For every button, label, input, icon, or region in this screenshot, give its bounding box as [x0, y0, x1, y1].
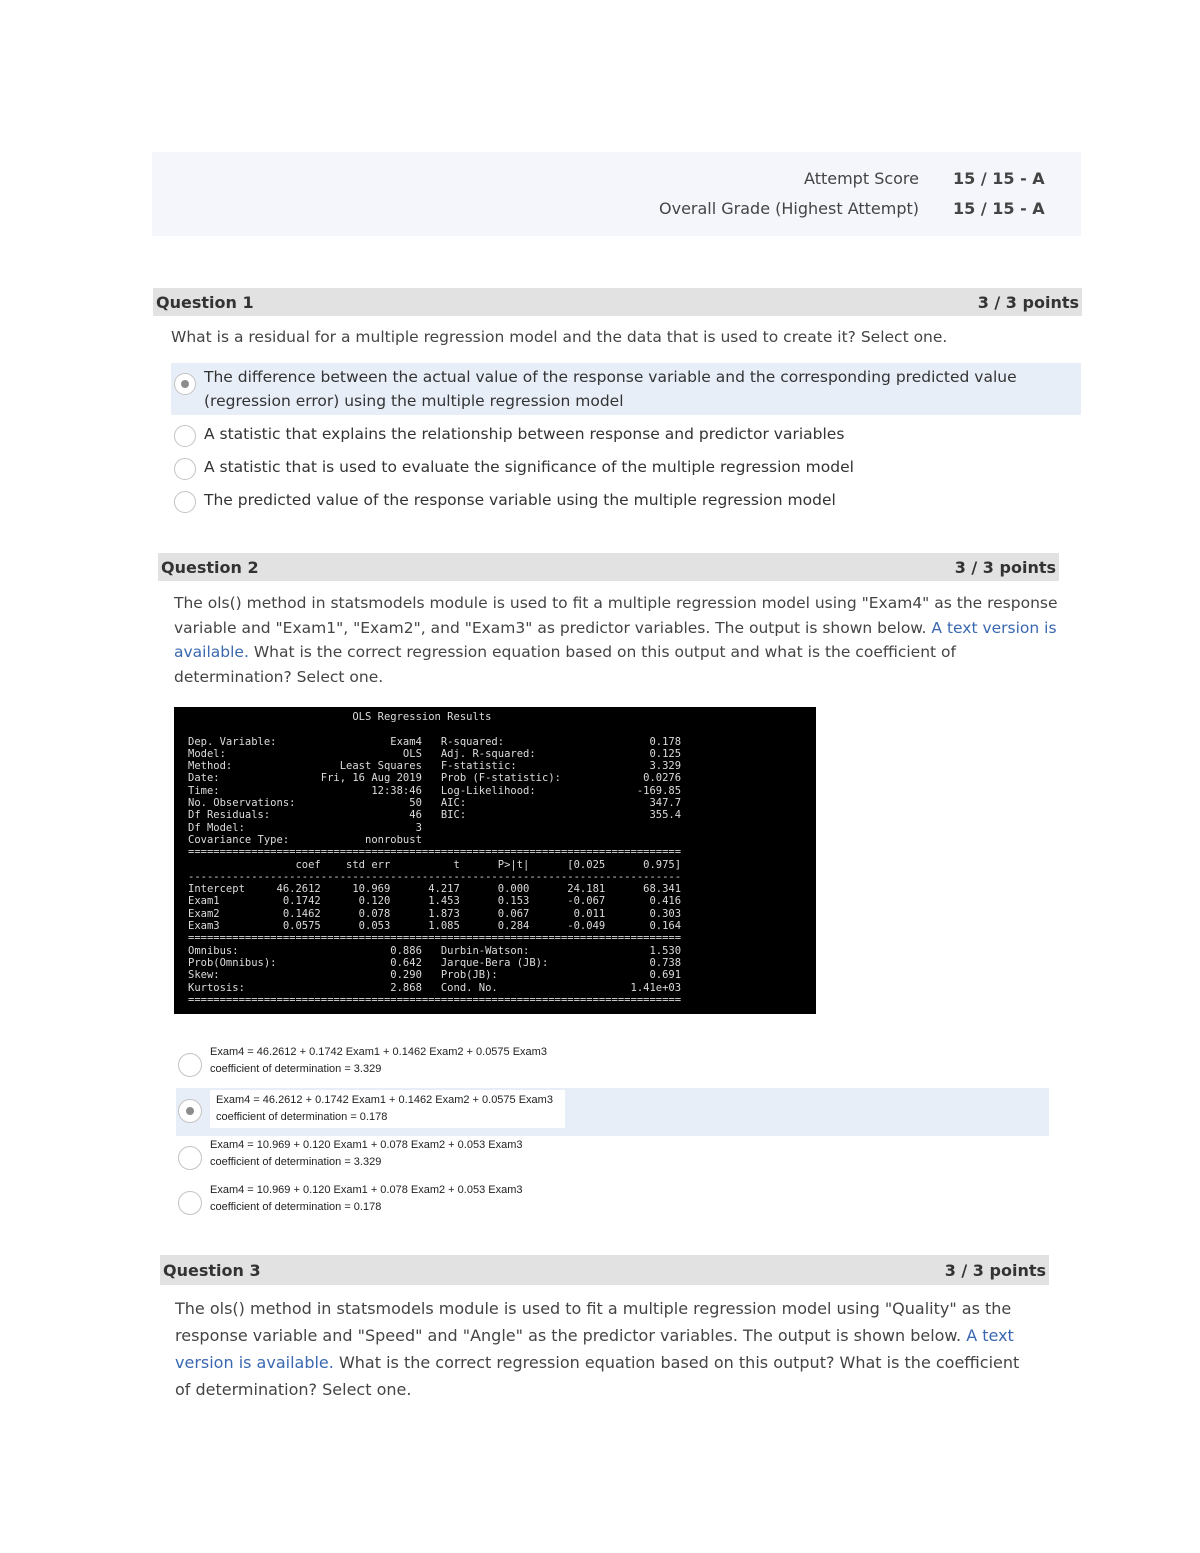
question-text: The ols() method in statsmodels module is used to fit a multiple regression model using "Quality" as the response variable and "Speed" and "Angle" as the predictor variables. The output is shown below.	[175, 1299, 1012, 1345]
text-version-link[interactable]: A text version is available.	[174, 618, 1057, 661]
regression-equation: Exam4 = 10.969 + 0.120 Exam1 + 0.078 Exam2 + 0.053 Exam3	[210, 1139, 523, 1151]
question-text-continued: What is the correct regression equation based on this output? What is the coefficient of determination? Select one.	[175, 1353, 1020, 1399]
answer-label	[210, 1090, 565, 1128]
regression-output-text: OLS Regression Results Dep. Variable: Exam4 R-squared: 0.178 Model: OLS Adj. R-squared: 0.125 Method: Least Squares F-statistic: 3.329 Date: Fri, 16 Aug 2019 Prob (F-statistic): 0.0276 Time: 12:38:46 Log-Likelihood: -169.85 No. Observations: 50 AIC: 347.7 Df Residuals: 46 BIC: 355.4 Df Model: 3 Covariance Type: nonrobust ============================================================================== coef std err t P>|t| [0.025 0.975] ------------------------------------------------------------------------------ Intercept 46.2612 10.969 4.217 0.000 24.181 68.341 Exam1 0.1742 0.120 1.453 0.153 -0.067 0.416 Exam2 0.1462 0.078 1.873 0.067 0.011 0.303 Exam3 0.0575 0.053 1.085 0.284 -0.049 0.164 ============================================================================== Omnibus: 0.886 Durbin-Watson: 1.530 Prob(Omnibus): 0.642 Jarque-Bera (JB): 0.738 Skew: 0.290 Prob(JB): 0.691 Kurtosis: 2.868 Cond. No. 1.41e+03 ==============================================================================	[188, 711, 682, 1006]
question-2-text	[174, 591, 1059, 689]
answer-option[interactable]	[178, 1182, 778, 1222]
answer-label: A statistic that is used to evaluate the significance of the multiple regression model	[204, 458, 854, 476]
radio-button[interactable]	[178, 1146, 202, 1170]
question-text-continued: What is the correct regression equation based on this output and what is the coefficient of determination? Select one.	[174, 643, 956, 686]
coefficient-of-determination: coefficient of determination = 3.329	[210, 1063, 382, 1075]
answer-label	[210, 1182, 522, 1216]
answer-option[interactable]	[171, 363, 1081, 415]
question-text: The ols() method in statsmodels module is used to fit a multiple regression model using "Exam4" as the response variable and "Exam1", "Exam2", and "Exam3" as predictor variables. The output is shown below.	[174, 594, 1058, 637]
coefficient-of-determination: coefficient of determination = 0.178	[210, 1201, 382, 1213]
text-version-link[interactable]: A text version is available.	[175, 1326, 1014, 1372]
answer-option[interactable]	[176, 1088, 1049, 1136]
answer-label: A statistic that explains the relationship between response and predictor variables	[204, 425, 845, 443]
coefficient-of-determination: coefficient of determination = 0.178	[216, 1111, 388, 1123]
regression-equation: Exam4 = 46.2612 + 0.1742 Exam1 + 0.1462 Exam2 + 0.0575 Exam3	[210, 1046, 547, 1058]
radio-button-selected[interactable]	[178, 1099, 202, 1123]
overall-grade-row	[631, 196, 1081, 220]
regression-equation: Exam4 = 46.2612 + 0.1742 Exam1 + 0.1462 Exam2 + 0.0575 Exam3	[216, 1094, 553, 1106]
question-2-header	[158, 553, 1059, 581]
radio-button-selected[interactable]	[174, 373, 196, 395]
score-summary	[152, 152, 1081, 236]
regression-equation: Exam4 = 10.969 + 0.120 Exam1 + 0.078 Exam2 + 0.053 Exam3	[210, 1184, 523, 1196]
overall-grade-label: Overall Grade (Highest Attempt)	[659, 198, 919, 218]
attempt-score-value: 15 / 15 - A	[953, 168, 1045, 188]
question-3-header	[160, 1255, 1049, 1285]
regression-output	[174, 707, 816, 1014]
answer-option[interactable]	[178, 1137, 778, 1177]
radio-button[interactable]	[174, 458, 196, 480]
answer-option[interactable]	[171, 488, 1081, 514]
question-points: 3 / 3 points	[977, 292, 1079, 312]
question-points: 3 / 3 points	[954, 557, 1056, 577]
answer-option[interactable]	[176, 1044, 776, 1084]
radio-button[interactable]	[178, 1191, 202, 1215]
radio-button[interactable]	[174, 491, 196, 513]
answer-label: The difference between the actual value of the response variable and the corresponding predicted value (regression error) using the multiple regression model	[204, 368, 1017, 410]
overall-grade-value: 15 / 15 - A	[953, 198, 1045, 218]
answer-label	[210, 1044, 547, 1078]
answer-option[interactable]	[171, 455, 1081, 481]
question-1-header	[153, 288, 1082, 316]
question-title: Question 2	[161, 557, 259, 577]
coefficient-of-determination: coefficient of determination = 3.329	[210, 1156, 382, 1168]
answer-label: The predicted value of the response variable using the multiple regression model	[204, 491, 836, 509]
attempt-score-label: Attempt Score	[804, 168, 919, 188]
question-1-text: What is a residual for a multiple regression model and the data that is used to create it? Select one.	[171, 328, 948, 346]
question-title: Question 3	[163, 1260, 261, 1280]
radio-button[interactable]	[174, 425, 196, 447]
attempt-score-row	[631, 166, 1081, 190]
answer-label	[210, 1137, 522, 1171]
radio-button[interactable]	[178, 1053, 202, 1077]
question-3-text	[175, 1295, 1037, 1403]
answer-option[interactable]	[171, 422, 1081, 448]
question-title: Question 1	[156, 292, 254, 312]
question-points: 3 / 3 points	[944, 1260, 1046, 1280]
